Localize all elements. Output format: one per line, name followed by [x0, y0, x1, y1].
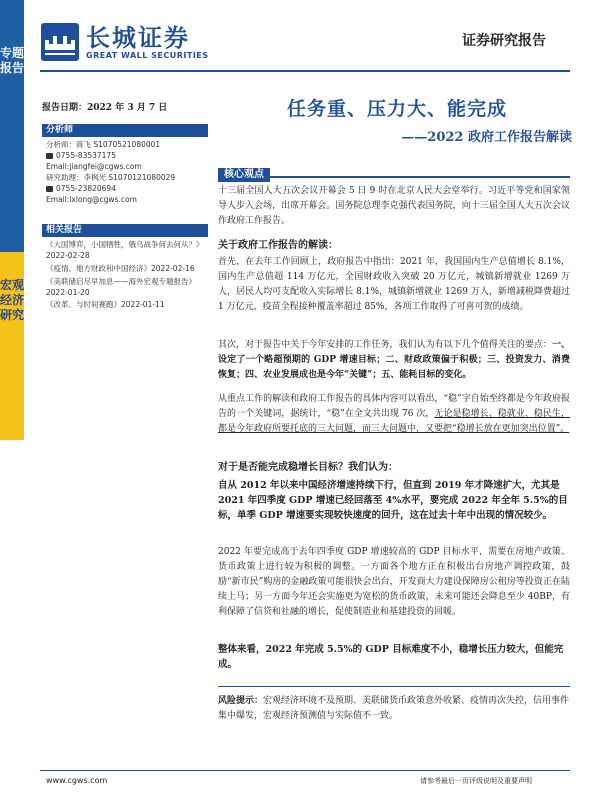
phone-icon — [46, 153, 53, 159]
report-subtitle: ——2022 政府工作报告解读 — [401, 130, 572, 145]
stability-paragraph: 从重点工作的解读和政府工作报告的具体内容可以看出，“稳”字自始至终都是今年政府报告的一个关键词，据统计，“稳”在全文共出现 76 次，无论是稳增长、稳就业、稳民生，都是今年政府所要托底的三大问题，而三大问题中，又要把“稳增长放在更加突出位置”。 — [218, 394, 570, 434]
policy-paragraph: 2022 年要完成高于去年四季度 GDP 增速较高的 GDP 目标水平，需要在房地产政策、货币政策上进行较为积极的调整。一方面各个地方正在积极出台房地产调控政策，鼓励“新市民”购房的金融政策可能很快会出台，开发商大力建设保障房公租房等投资正在陆续上马；另一方面今年还会实施更为宽松的货币政策，未来可能还会降息至少 40BP，有利保障了信贷和社融的增长，促使制造业和基建投资的回暖。 — [218, 547, 570, 617]
logo-english-name: GREAT WALL SECURITIES — [86, 50, 209, 60]
related-reports-heading: 相关报告 — [42, 224, 208, 237]
key-points-paragraph: 其次，对于报告中关于今年安排的工作任务，我们认为有以下几个值得关注的要点：一、设定了一个略超预期的 GDP 增速目标；二、财政政策偏于积极；三、投资发力、消费恢复；四、农业发展成也是今年“关键”；五、能耗目标的变化。 — [218, 340, 570, 380]
report-date: 报告日期：2022 年 3 月 7 日 — [42, 103, 168, 113]
footer-disclaimer: 请参考最后一页评级说明及重要声明 — [420, 777, 532, 785]
related-report-item[interactable]: 《大国博弈，小国牺牲，俄乌战争何去何从？》2022-02-28 — [46, 240, 204, 260]
left-vertical-bar — [0, 0, 24, 800]
assistant-phone: 0755-23820694 — [46, 184, 116, 194]
analyst-section-heading: 分析师 — [42, 124, 208, 137]
related-report-item[interactable]: 《美联储启尽早加息——海外宏观专题报告》2022-01-20 — [46, 277, 196, 297]
assistant-email[interactable]: Email:lxlong@cgws.com — [46, 195, 137, 204]
section-question-2: 对于是否能完成稳增长目标？我们认为： — [218, 462, 398, 473]
related-report-item[interactable]: 《改革、与时间赛跑》2022-01-11 — [46, 300, 165, 309]
risk-text: 宏观经济环境不及预期、美联储货币政策意外收紧、疫情再次失控，信用事件集中爆发，宏观经济预测值与实际值不一致。 — [218, 696, 570, 721]
report-type-label: 证券研究报告 — [462, 33, 546, 49]
left-bar-top-section — [0, 0, 24, 252]
risk-divider — [218, 686, 570, 687]
conclusion-paragraph: 整体来看，2022 年完成 5.5%的 GDP 目标难度不小，稳增长压力较大，但能完成。 — [218, 644, 564, 670]
analyst-name: 分析师：蒋飞 S1070521080001 — [46, 140, 161, 149]
risk-label: 风险提示： — [218, 696, 264, 706]
great-wall-logo-icon — [40, 22, 80, 62]
related-report-item[interactable]: 《疫情、地方财政和中国经济》2022-02-16 — [46, 264, 195, 273]
core-view-heading: 核心观点 — [218, 162, 570, 178]
footer-website-link[interactable]: www.cgws.com — [46, 776, 108, 785]
section-question-1: 关于政府工作报告的解读： — [218, 240, 338, 251]
review-paragraph: 首先，在去年工作回顾上，政府报告中指出：2021 年，我国国内生产总值增长 8.1%，国内生产总值超 114 万亿元，全国财政收入突破 20 万亿元，城镇新增就业 1269 万人，居民人均可支配收入实际增长 8.1%，城镇新增就业 1269 万人，新增减税降费超过 1 万亿元，疫苗全程接种覆盖率超过 85%，各项工作取得了可喜可贺的成绩。 — [218, 257, 570, 312]
assistant-name: 研究助理：李枫光 S1070121080029 — [46, 173, 176, 182]
analyst-email[interactable]: Email:jiangfei@cgws.com — [46, 162, 142, 171]
header-divider — [40, 70, 570, 72]
footer-divider — [40, 770, 570, 771]
risk-warning — [218, 694, 570, 724]
brand-logo — [40, 18, 209, 66]
phone-icon — [46, 186, 53, 192]
report-title: 任务重、压力大、能完成 — [286, 98, 507, 120]
left-bar-top-label: 专题报告 — [0, 46, 25, 75]
intro-paragraph: 十三届全国人大五次会议开幕会 5 日 9 时在北京人民大会堂举行。习近平等党和国家领导人步入会场，出席开幕会。国务院总理李克强代表国务院，向十三届全国人大五次会议作政府工作报告。 — [218, 186, 570, 226]
logo-chinese-name: 长城证券 — [86, 23, 190, 52]
analyst-phone: 0755-83537175 — [46, 151, 116, 161]
growth-analysis-paragraph: 自从 2012 年以来中国经济增速持续下行，但直到 2019 年才降速扩大，尤其是 2021 年四季度 GDP 增速已经回落至 4%水平，要完成 2022 年全年 5.5%的目标，单季 GDP 增速要实现较快速度的回升，这在过去十年中出现的情况较少。 — [218, 480, 568, 521]
left-bar-bottom-label: 宏观经济研究 — [0, 278, 25, 322]
